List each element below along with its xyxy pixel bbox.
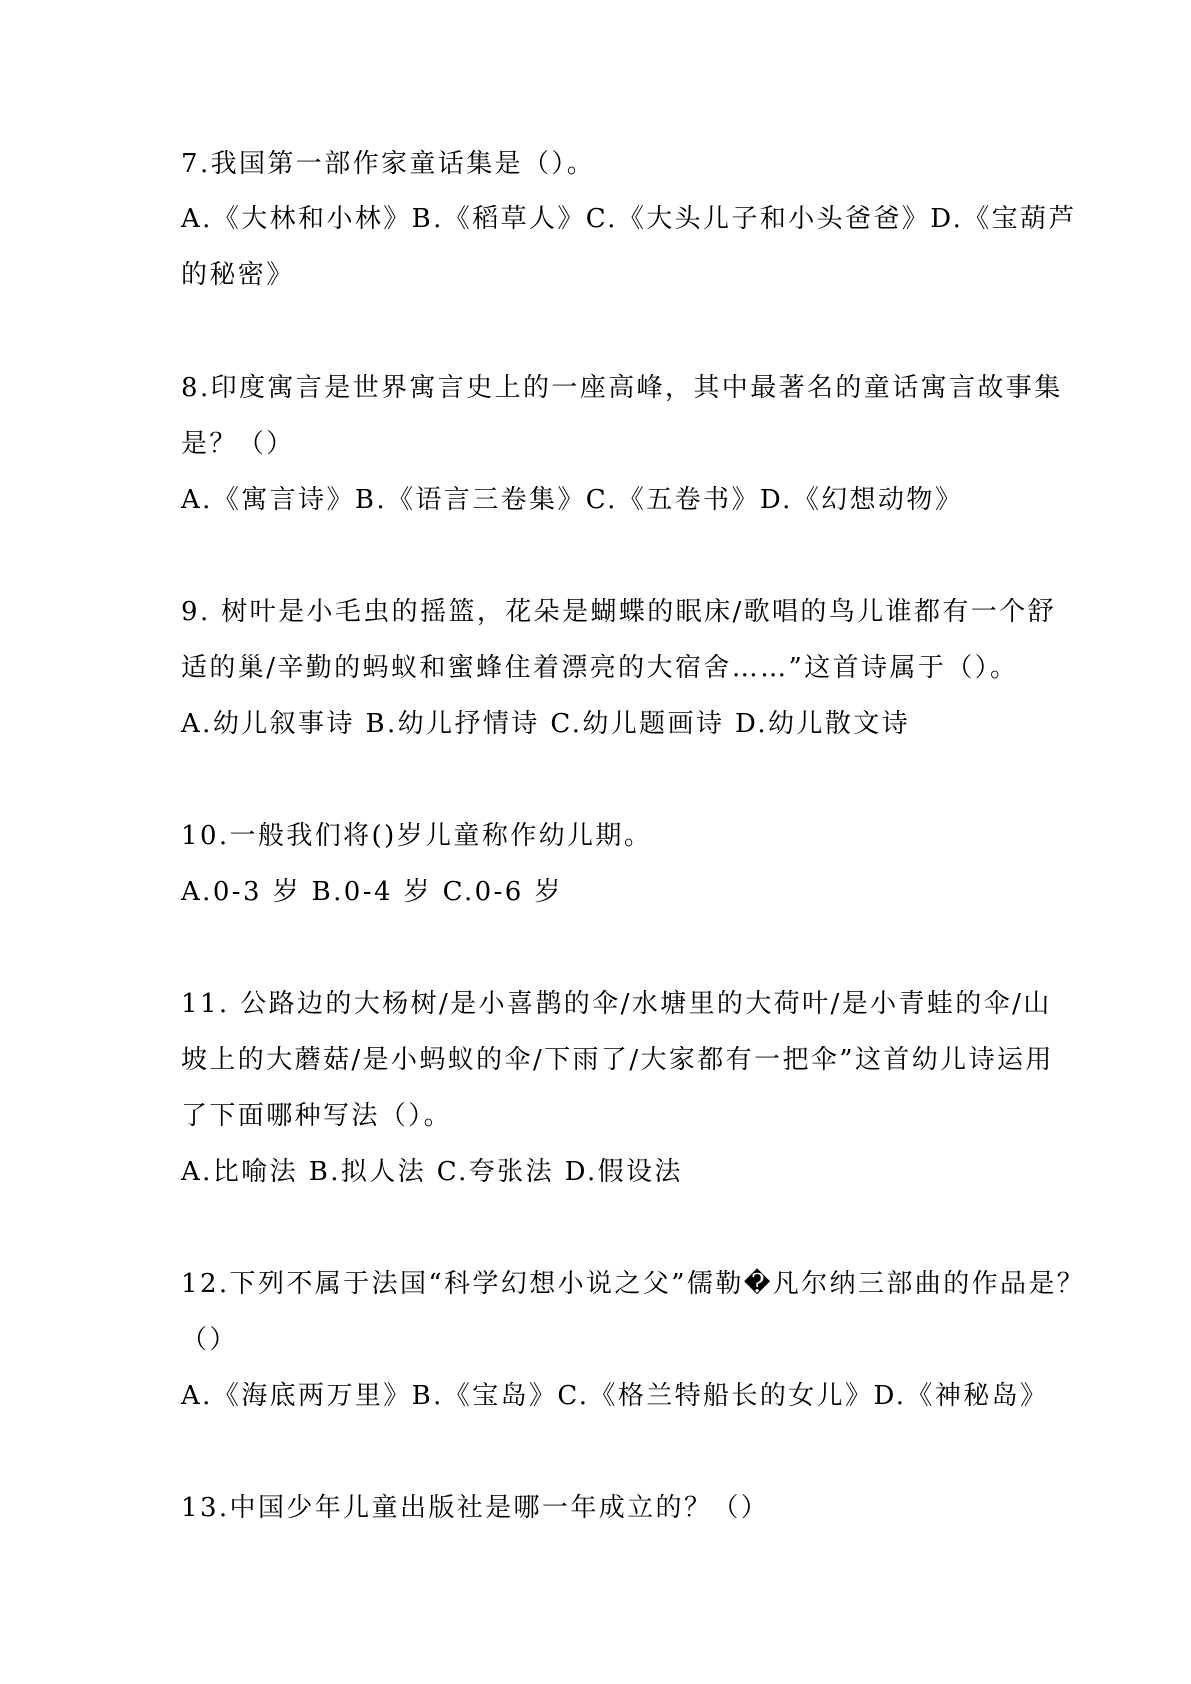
q7-stem: 7.我国第一部作家童话集是（）。 (181, 149, 596, 179)
q8-options: A.《寓言诗》B.《语言三卷集》C.《五卷书》D.《幻想动物》 (181, 485, 964, 515)
q10-options: A.0-3 岁 B.0-4 岁 C.0-6 岁 (181, 877, 563, 907)
q7-options-cont: 的秘密》 (181, 260, 295, 290)
q10-stem: 10.一般我们将()岁儿童称作幼儿期。 (181, 821, 653, 851)
q11-stem-cont-2: 了下面哪种写法（）。 (181, 1101, 453, 1131)
q8-stem: 8.印度寓言是世界寓言史上的一座高峰，其中最著名的童话寓言故事集 (181, 373, 1063, 403)
q13-stem: 13.中国少年儿童出版社是哪一年成立的？（） (181, 1493, 770, 1523)
q12-stem-cont: （） (181, 1325, 238, 1355)
q11-options: A.比喻法 B.拟人法 C.夸张法 D.假设法 (181, 1157, 683, 1187)
q12-options: A.《海底两万里》B.《宝岛》C.《格兰特船长的女儿》D.《神秘岛》 (181, 1381, 1049, 1411)
q11-stem: 11. 公路边的大杨树/是小喜鹊的伞/水塘里的大荷叶/是小青蛙的伞/山 (181, 989, 1052, 1019)
q12-stem: 12.下列不属于法国“科学幻想小说之父”儒勒�凡尔纳三部曲的作品是？ (181, 1269, 1086, 1299)
q7-options: A.《大林和小林》B.《稻草人》C.《大头儿子和小头爸爸》D.《宝葫芦 (181, 204, 1077, 234)
q9-options: A.幼儿叙事诗 B.幼儿抒情诗 C.幼儿题画诗 D.幼儿散文诗 (181, 709, 911, 739)
q11-stem-cont: 坡上的大蘑菇/是小蚂蚁的伞/下雨了/大家都有一把伞”这首幼儿诗运用 (181, 1045, 1054, 1075)
q9-stem: 9. 树叶是小毛虫的摇篮，花朵是蝴蝶的眠床/歌唱的鸟儿谁都有一个舒 (181, 597, 1057, 627)
q8-stem-cont: 是？（） (181, 429, 295, 459)
q9-stem-cont: 适的巢/辛勤的蚂蚁和蜜蜂住着漂亮的大宿舍……”这首诗属于（）。 (181, 653, 1019, 683)
